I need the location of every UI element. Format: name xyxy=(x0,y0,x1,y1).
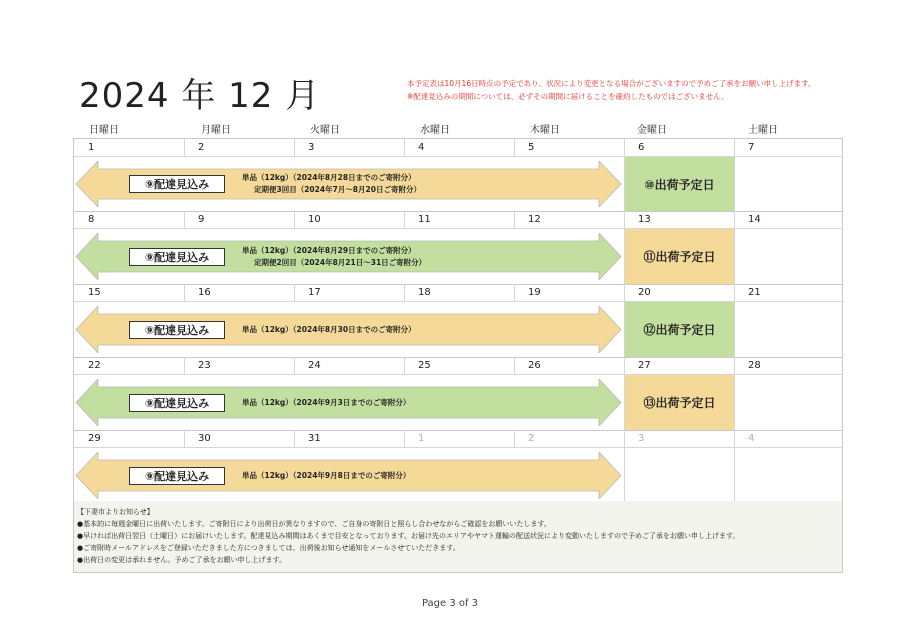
delivery-detail-line: 定期便3回目（2024年7月～8月20日ご寄附分） xyxy=(254,185,421,194)
date-number: 2 xyxy=(528,433,535,444)
date-number: 1 xyxy=(88,142,95,153)
day-divider xyxy=(294,211,295,228)
date-number: 24 xyxy=(308,360,321,371)
date-number: 8 xyxy=(88,214,95,225)
weekday-label: 月曜日 xyxy=(201,125,231,136)
date-number: 20 xyxy=(638,287,651,298)
day-divider xyxy=(734,374,735,430)
info-heading: 【下妻市よりお知らせ】 xyxy=(77,508,154,516)
delivery-detail-line: 単品（12kg）（2024年8月29日までのご寄附分） xyxy=(242,245,416,255)
delivery-details xyxy=(242,397,410,409)
delivery-detail-line: 単品（12kg）（2024年9月3日までのご寄附分） xyxy=(242,397,411,407)
delivery-detail-line: 単品（12kg）（2024年8月28日までのご寄附分） xyxy=(242,173,416,182)
day-divider xyxy=(184,139,185,156)
date-number: 4 xyxy=(418,142,425,153)
day-divider xyxy=(514,211,515,228)
info-item: ●早ければ出荷日翌日（土曜日）にお届けいたします。配達見込み期間はあくまで目安となっております。お届け先のエリアやヤマト運輸の配送状況により変動いたしますので予めご了承をお願い申し上げます。 xyxy=(77,532,740,540)
info-box xyxy=(73,501,843,573)
day-divider xyxy=(734,156,735,211)
day-divider xyxy=(734,357,735,374)
day-divider xyxy=(624,284,625,301)
weekday-label: 金曜日 xyxy=(637,125,667,136)
day-divider xyxy=(404,357,405,374)
delivery-details xyxy=(242,172,421,196)
ship-date-box: ⑫出荷予定日 xyxy=(625,302,734,357)
date-number: 5 xyxy=(528,142,535,153)
date-number: 13 xyxy=(638,214,651,225)
date-number: 17 xyxy=(308,287,321,298)
date-strip xyxy=(74,430,842,448)
delivery-detail-line: 単品（12kg）（2024年9月8日までのご寄附分） xyxy=(242,470,411,480)
delivery-estimate-label: ⑨配達見込み xyxy=(129,248,225,266)
ship-date-box: ⑬出荷予定日 xyxy=(625,375,734,430)
date-number: 27 xyxy=(638,360,651,371)
date-number: 31 xyxy=(308,433,321,444)
date-number: 22 xyxy=(88,360,101,371)
delivery-estimate-label: ⑨配達見込み xyxy=(129,321,225,339)
date-number: 3 xyxy=(638,433,645,444)
weekday-label: 木曜日 xyxy=(530,125,560,136)
date-number: 4 xyxy=(748,433,755,444)
date-number: 6 xyxy=(638,142,645,153)
delivery-estimate-label: ⑨配達見込み xyxy=(129,394,225,412)
notice-line-1: 本予定表は10月16日時点の予定であり、状況により変更となる場合がございますので予めご了承をお願い申し上げます。 xyxy=(407,79,816,88)
date-number: 26 xyxy=(528,360,541,371)
day-divider xyxy=(514,430,515,447)
date-number: 1 xyxy=(418,433,425,444)
delivery-detail-line: 定期便2回目（2024年8月21日～31日ご寄附分） xyxy=(254,257,427,267)
day-divider xyxy=(734,139,735,156)
date-number: 10 xyxy=(308,214,321,225)
date-strip xyxy=(74,211,842,229)
day-divider xyxy=(734,430,735,447)
date-number: 9 xyxy=(198,214,205,225)
day-divider xyxy=(734,447,735,503)
delivery-estimate-label: ⑨配達見込み xyxy=(129,467,225,485)
date-number: 28 xyxy=(748,360,761,371)
date-number: 2 xyxy=(198,142,205,153)
date-number: 7 xyxy=(748,142,755,153)
day-divider xyxy=(404,139,405,156)
day-divider xyxy=(624,357,625,374)
delivery-estimate-label: ⑨配達見込み xyxy=(129,175,225,193)
date-strip xyxy=(74,284,842,302)
day-divider xyxy=(514,357,515,374)
day-divider xyxy=(624,211,625,228)
day-divider xyxy=(734,284,735,301)
ship-date-box: ⑩出荷予定日 xyxy=(625,157,734,211)
delivery-details xyxy=(242,470,410,482)
day-divider xyxy=(404,284,405,301)
day-divider xyxy=(624,447,625,503)
day-divider xyxy=(294,284,295,301)
day-divider xyxy=(734,301,735,357)
day-divider xyxy=(184,357,185,374)
delivery-detail-line: 単品（12kg）（2024年8月30日までのご寄附分） xyxy=(242,324,416,334)
day-divider xyxy=(734,228,735,284)
date-number: 19 xyxy=(528,287,541,298)
delivery-details xyxy=(242,324,416,336)
weekday-label: 水曜日 xyxy=(420,125,450,136)
ship-date-box: ⑪出荷予定日 xyxy=(625,229,734,284)
date-number: 30 xyxy=(198,433,211,444)
weekday-label: 火曜日 xyxy=(310,125,340,136)
weekday-label: 土曜日 xyxy=(748,125,778,136)
date-number: 23 xyxy=(198,360,211,371)
date-number: 29 xyxy=(88,433,101,444)
day-divider xyxy=(734,211,735,228)
date-number: 18 xyxy=(418,287,431,298)
info-item: ●ご寄附時メールアドレスをご登録いただきました方につきましては、出荷後お知らせ通知をメールさせていただきます。 xyxy=(77,544,460,552)
day-divider xyxy=(624,430,625,447)
date-number: 3 xyxy=(308,142,315,153)
day-divider xyxy=(514,284,515,301)
weekday-label: 日曜日 xyxy=(89,125,119,136)
date-strip xyxy=(74,357,842,375)
day-divider xyxy=(514,139,515,156)
date-number: 14 xyxy=(748,214,761,225)
day-divider xyxy=(404,430,405,447)
info-item: ●基本的に毎週金曜日に出荷いたします。ご寄附日により出荷日が異なりますので、ご自身の寄附日と照らし合わせながらご確認をお願いいたします。 xyxy=(77,520,551,528)
date-number: 11 xyxy=(418,214,431,225)
notice-line-2: ※配達見込みの期間については、必ずその期間に届けることを確約したものではございません。 xyxy=(407,92,729,101)
date-number: 15 xyxy=(88,287,101,298)
day-divider xyxy=(624,139,625,156)
page-footer: Page 3 of 3 xyxy=(421,598,479,609)
date-number: 12 xyxy=(528,214,541,225)
info-item: ●出荷日の変更は承れません。予めご了承をお願い申し上げます。 xyxy=(77,556,286,564)
day-divider xyxy=(184,211,185,228)
calendar-grid xyxy=(73,138,843,502)
day-divider xyxy=(294,139,295,156)
page-title: 2024 年 12 月 xyxy=(79,76,321,116)
delivery-details xyxy=(242,245,426,269)
day-divider xyxy=(404,211,405,228)
day-divider xyxy=(294,357,295,374)
date-number: 16 xyxy=(198,287,211,298)
day-divider xyxy=(294,430,295,447)
day-divider xyxy=(184,430,185,447)
date-number: 25 xyxy=(418,360,431,371)
date-number: 21 xyxy=(748,287,761,298)
day-divider xyxy=(184,284,185,301)
date-strip xyxy=(74,139,842,157)
